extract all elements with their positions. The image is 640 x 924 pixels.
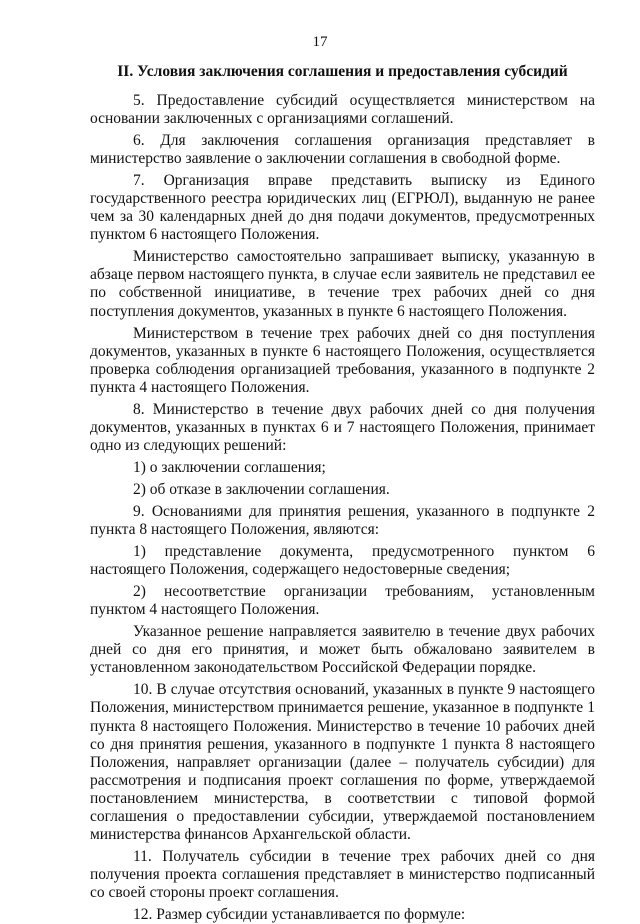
paragraph-6: 6. Для заключения соглашения организация представляет в министерство заявление о заключении соглашения в свободной форме. [90, 132, 595, 168]
paragraph-8-option-1: 1) о заключении соглашения; [133, 458, 326, 476]
paragraph-9-ground-2: 2) несоответствие организации требованиям, установленным пунктом 4 настоящего Положения. [90, 583, 595, 619]
paragraph-5: 5. Предоставление субсидий осуществляется министерством на основании заключенных с организациями соглашений. [90, 92, 595, 128]
page-number: 17 [312, 34, 328, 50]
paragraph-9-ground-1: 1) представление документа, предусмотренного пунктом 6 настоящего Положения, содержащего недостоверные сведения; [90, 543, 595, 579]
paragraph-8-option-2: 2) об отказе в заключении соглашения. [133, 480, 390, 498]
paragraph-12: 12. Размер субсидии устанавливается по формуле: [133, 905, 466, 923]
paragraph-9-notice: Указанное решение направляется заявителю в течение двух рабочих дней со дня его принятия, и может быть обжаловано заявителем в установленном законодательством Российской Федерации порядке. [90, 623, 595, 677]
paragraph-11: 11. Получатель субсидии в течение трех рабочих дней со дня получения проекта соглашения представляет в министерство подписанный со своей стороны проект соглашения. [90, 847, 595, 901]
paragraph-7: 7. Организация вправе представить выписку из Единого государственного реестра юридических лиц (ЕГРЮЛ), выданную не ранее чем за 30 календарных дней до дня подачи документов, предусмотренных пунктом 6 настоящего Положения. [90, 172, 595, 244]
paragraph-7-ministry-request: Министерство самостоятельно запрашивает выписку, указанную в абзаце первом настоящего пункта, в случае если заявитель не представил ее по собственной инициативе, в течение трех рабочих дней со дня поступления документов, указанных в пункте 6 настоящего Положения. [90, 248, 595, 320]
paragraph-8: 8. Министерство в течение двух рабочих дней со дня получения документов, указанных в пунктах 6 и 7 настоящего Положения, принимает одно из следующих решений: [90, 400, 595, 454]
section-title: II. Условия заключения соглашения и предоставления субсидий [117, 63, 568, 80]
paragraph-7-ministry-check: Министерством в течение трех рабочих дней со дня поступления документов, указанных в пункте 6 настоящего Положения, осуществляется проверка соблюдения организацией требования, указанного в подпункте 2 пункта 4 настоящего Положения. [90, 324, 595, 396]
paragraph-9: 9. Основаниями для принятия решения, указанного в подпункте 2 пункта 8 настоящего Положения, являются: [90, 502, 595, 539]
document-body [90, 92, 595, 924]
paragraph-10: 10. В случае отсутствия оснований, указанных в пункте 9 настоящего Положения, министерством принимается решение, указанное в подпункте 1 пункта 8 настоящего Положения. Министерство в течение 10 рабочих дней со дня принятия решения, указанного в подпункте 1 пункта 8 настоящего Положения, направляет организации (далее – получатель субсидии) для рассмотрения и подписания проект соглашения по форме, утверждаемой постановлением министерства, в соответствии с типовой формой соглашения о предоставлении субсидии, утверждаемой постановлением министерства финансов Архангельской области. [90, 681, 595, 843]
